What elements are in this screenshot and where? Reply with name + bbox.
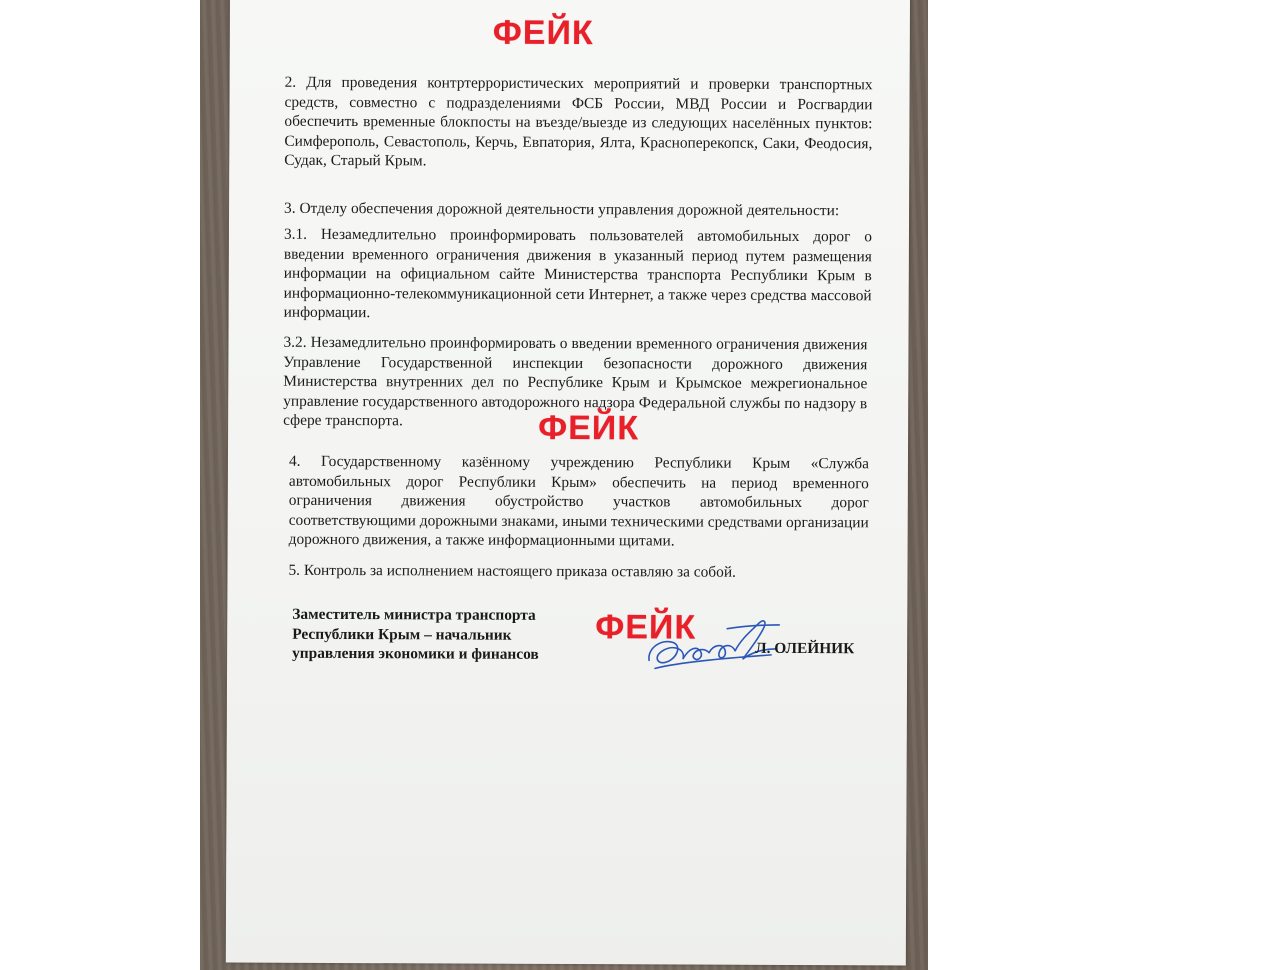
signatory-title-line-2: Республики Крым – начальник (292, 625, 512, 644)
fake-stamp-middle: ФЕЙК (538, 408, 640, 448)
signatory-title (292, 605, 612, 665)
fake-stamp-top: ФЕЙК (492, 13, 594, 53)
paragraph-3: 3. Отделу обеспечения дорожной деятельности управления дорожной деятельности: (284, 199, 840, 220)
signatory-name: Л. ОЛЕЙНИК (755, 639, 855, 658)
signatory-title-line-3: управления экономики и финансов (292, 644, 539, 663)
paragraph-4: 4. Государственному казённому учреждению Республики Крым «Служба автомобильных дорог Республики Крым» обеспечить на период временного ограничения движения обустройство участков автомобильных дорог соответствующими дорожными знаками, иными техническими средствами организации дорожного движения, а также информационными щитами. (288, 452, 869, 550)
document-photo (200, 0, 928, 970)
paragraph-5: 5. Контроль за исполнением настоящего приказа оставляю за собой. (288, 561, 736, 581)
paragraph-3-2: 3.2. Незамедлительно проинформировать о введении временного ограничения движения Управление Государственной инспекции безопасности дорожного движения Министерства внутренних дел по Республике Крым и Крымское межрегиональное управление государственного автодорожного надзора Федеральной службы по надзору в сфере транспорта. (283, 333, 868, 430)
document-sheet (226, 0, 910, 965)
paragraph-2: 2. Для проведения контртеррористических мероприятий и проверки транспортных средств, совместно с подразделениями ФСБ России, МВД России и Росгвардии обеспечить временные блокпосты на въезде/выезде из следующих населённых пунктов: Симферополь, Севастополь, Керчь, Евпатория, Ялта, Красноперекопск, Саки, Феодосия, Судак, Старый Крым. (284, 73, 873, 170)
paragraph-3-1: 3.1. Незамедлительно проинформировать пользователей автомобильных дорог о введении временного ограничения движения в указанный период путем размещения информации на официальном сайте Министерства транспорта Республики Крым в информационно-телекоммуникационной сети Интернет, а также через средства массовой информации. (283, 225, 872, 322)
signatory-title-line-1: Заместитель министра транспорта (292, 605, 536, 624)
fake-stamp-signature: ФЕЙК (595, 608, 697, 647)
